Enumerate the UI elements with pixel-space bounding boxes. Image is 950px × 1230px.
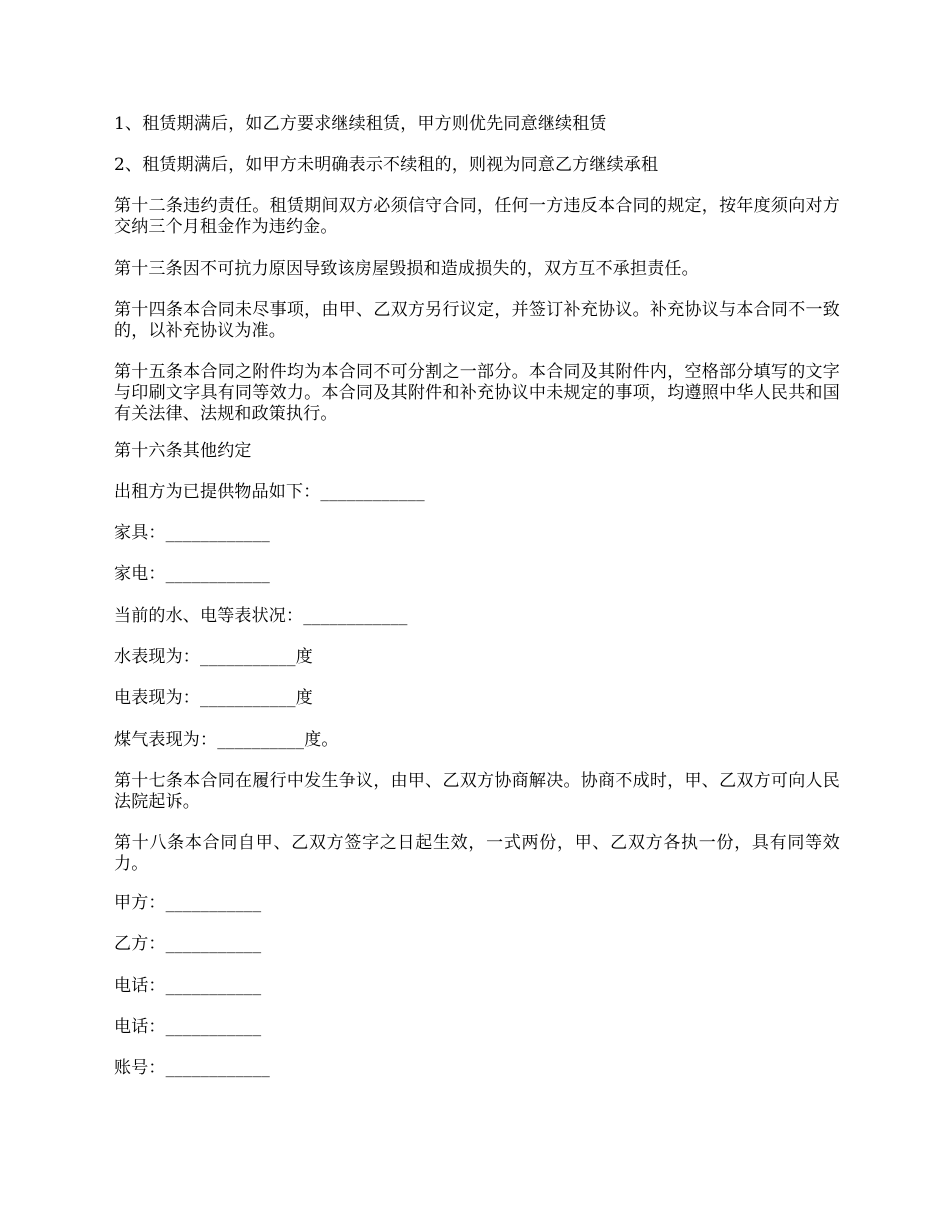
article-18-effect: 第十八条本合同自甲、乙双方签字之日起生效，一式两份，甲、乙双方各执一份，具有同等效力。: [114, 833, 840, 874]
party-a-line: 甲方：___________: [114, 893, 262, 913]
phone-line-2: 电话：___________: [114, 1017, 262, 1037]
account-line: 账号：____________: [114, 1058, 270, 1078]
appliances-line: 家电：____________: [114, 564, 270, 584]
party-b-line: 乙方：___________: [114, 934, 262, 954]
article-17-disputes: 第十七条本合同在履行中发生争议，由甲、乙双方协商解决。协商不成时，甲、乙双方可向人民法院起诉。: [114, 771, 840, 812]
renewal-clause-1: 1、租赁期满后，如乙方要求继续租赁，甲方则优先同意继续租赁: [114, 114, 607, 134]
renewal-clause-2: 2、租赁期满后，如甲方未明确表示不续租的，则视为同意乙方继续承租: [114, 155, 659, 175]
gas-meter-line: 煤气表现为：__________度。: [114, 730, 339, 750]
article-16-heading: 第十六条其他约定: [114, 441, 252, 461]
meter-status-line: 当前的水、电等表状况：____________: [114, 606, 408, 626]
water-meter-line: 水表现为：___________度: [114, 647, 313, 667]
article-15-attachments: 第十五条本合同之附件均为本合同不可分割之一部分。本合同及其附件内，空格部分填写的文字与印刷文字具有同等效力。本合同及其附件和补充协议中未规定的事项，均遵照中华人民共和国有关法律、法规和政策执行。: [114, 362, 840, 424]
electric-meter-line: 电表现为：___________度: [114, 688, 313, 708]
article-14-supplement: 第十四条本合同未尽事项，由甲、乙双方另行议定，并签订补充协议。补充协议与本合同不一致的，以补充协议为准。: [114, 300, 840, 341]
article-12-breach: 第十二条违约责任。租赁期间双方必须信守合同，任何一方违反本合同的规定，按年度须向对方交纳三个月租金作为违约金。: [114, 196, 840, 237]
furniture-line: 家具：____________: [114, 523, 270, 543]
provided-items-line: 出租方为已提供物品如下：____________: [114, 482, 425, 502]
phone-line-1: 电话：___________: [114, 976, 262, 996]
article-13-force-majeure: 第十三条因不可抗力原因导致该房屋毁损和造成损失的，双方互不承担责任。: [114, 259, 699, 279]
